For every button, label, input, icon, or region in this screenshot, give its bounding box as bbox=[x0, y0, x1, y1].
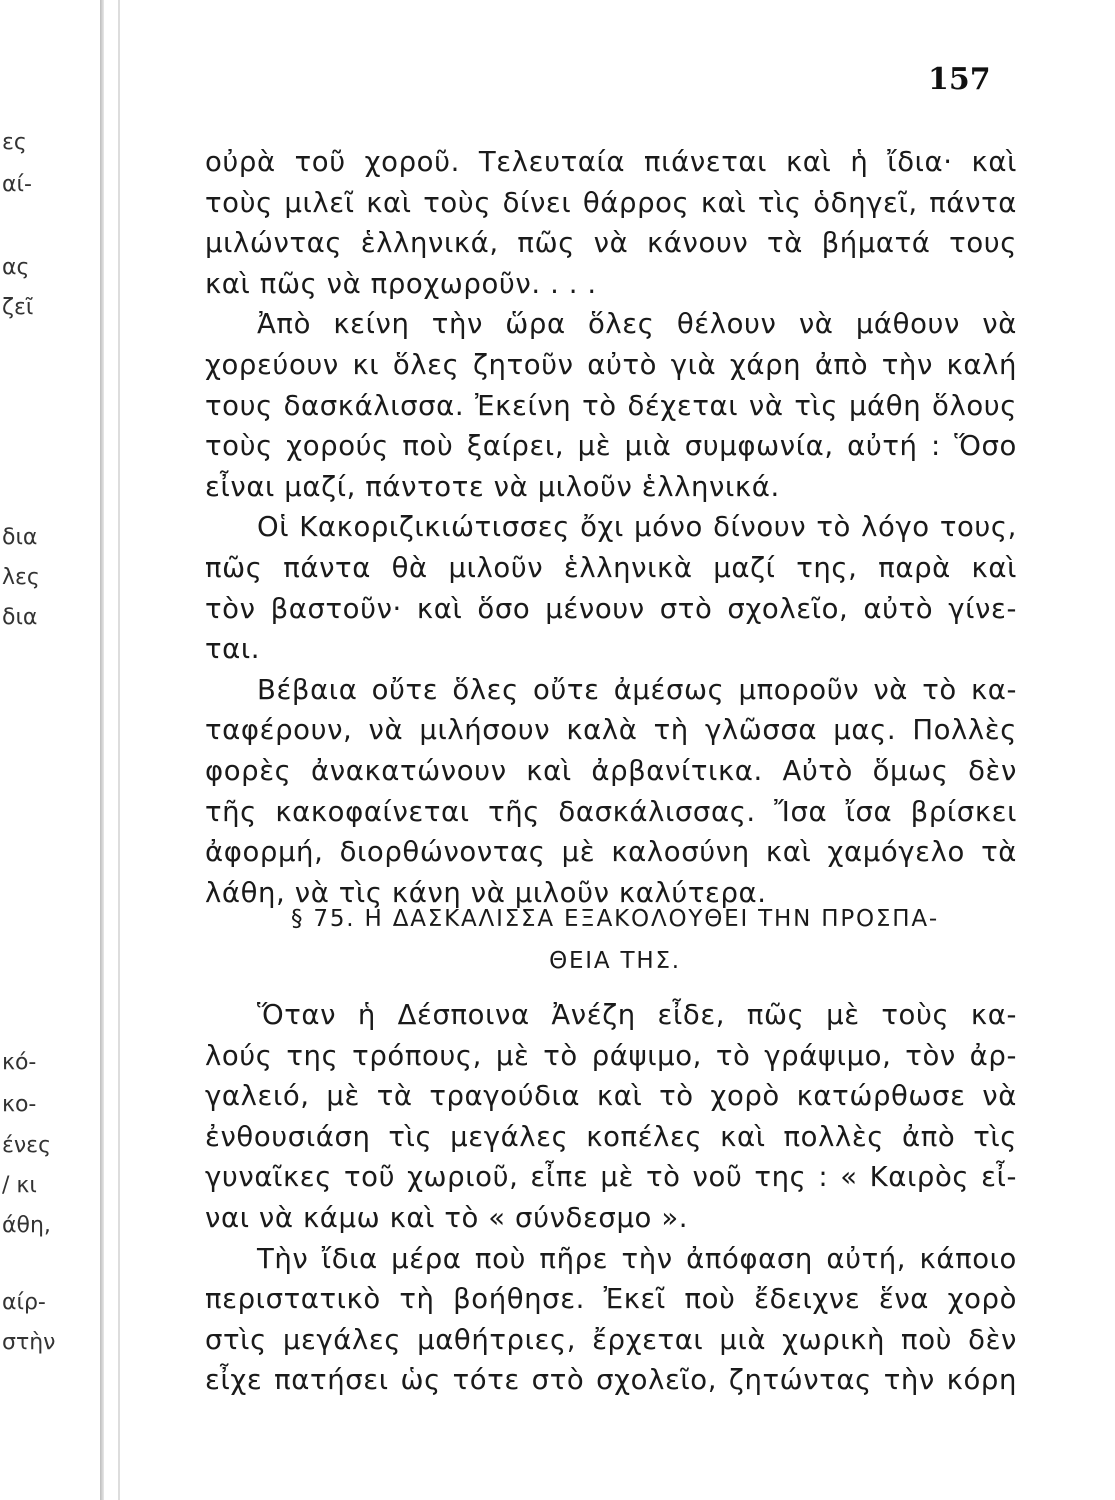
body-text-top bbox=[205, 142, 1017, 913]
paragraph bbox=[205, 142, 1017, 304]
text-line: τὸν βαστοῦν· καὶ ὅσο μένουν στὸ σχολεῖο, αὐτὸ γίνε- bbox=[205, 592, 1017, 625]
paragraph bbox=[205, 670, 1017, 914]
text-line: Βέβαια οὔτε ὅλες οὔτε ἀμέσως μποροῦν νὰ τὸ κα- bbox=[257, 673, 1017, 706]
text-line: εἶχε πατήσει ὡς τότε στὸ σχολεῖο, ζητώντας τὴν κόρη bbox=[205, 1364, 1017, 1397]
text-line: ται. bbox=[205, 633, 261, 666]
paragraph bbox=[205, 1239, 1017, 1401]
facing-page-fragment: ένες bbox=[2, 1133, 51, 1158]
facing-page-fragment: δια bbox=[2, 525, 38, 550]
facing-page-fragment: κο- bbox=[2, 1092, 37, 1117]
text-line: τοὺς μιλεῖ καὶ τοὺς δίνει θάρρος καὶ τὶς ὁδηγεῖ, πάντα bbox=[205, 186, 1017, 219]
text-line: περιστατικὸ τὴ βοήθησε. Ἐκεῖ ποὺ ἔδειχνε ἕνα χορὸ bbox=[205, 1283, 1017, 1316]
text-line: λούς της τρόπους, μὲ τὸ ράψιμο, τὸ γράψιμο, τὸν ἀρ- bbox=[205, 1039, 1017, 1072]
text-line: φορὲς ἀνακατώνουν καὶ ἀρβανίτικα. Αὐτὸ ὅμως δὲν bbox=[205, 754, 1017, 787]
text-line: γαλειό, μὲ τὰ τραγούδια καὶ τὸ χορὸ κατώρθωσε νὰ bbox=[205, 1080, 1017, 1113]
paragraph bbox=[205, 507, 1017, 669]
facing-page-fragment: ζεῖ bbox=[2, 295, 34, 320]
text-line: πῶς πάντα θὰ μιλοῦν ἑλληνικὰ μαζί της, παρὰ καὶ bbox=[205, 551, 1017, 584]
text-line: Τὴν ἴδια μέρα ποὺ πῆρε τὴν ἀπόφαση αὐτή, κάποιο bbox=[257, 1242, 1017, 1275]
facing-page-fragment: στὴν bbox=[2, 1330, 56, 1355]
text-line: ἐνθουσιάση τὶς μεγάλες κοπέλες καὶ πολλὲς ἀπὸ τὶς bbox=[205, 1120, 1017, 1153]
text-line: Ἀπὸ κείνη τὴν ὥρα ὅλες θέλουν νὰ μάθουν νὰ bbox=[257, 308, 1017, 341]
facing-page-fragment: αί- bbox=[2, 172, 32, 197]
text-line: ἀφορμή, διορθώνοντας μὲ καλοσύνη καὶ χαμόγελο τὰ bbox=[205, 836, 1017, 869]
body-text-bottom bbox=[205, 995, 1017, 1401]
page-number: 157 bbox=[928, 62, 991, 97]
text-line: χορεύουν κι ὅλες ζητοῦν αὐτὸ γιὰ χάρη ἀπὸ τὴν καλή bbox=[205, 348, 1017, 381]
section-heading-line: § 75. Η ΔΑΣΚΑΛΙΣΣΑ ΕΞΑΚΟΛΟΥΘΕΙ ΤΗΝ ΠΡΟΣΠΑ- bbox=[291, 906, 939, 932]
text-line: τους δασκάλισσα. Ἐκείνη τὸ δέχεται νὰ τὶς μάθη ὅλους bbox=[205, 389, 1017, 422]
text-line: τῆς κακοφαίνεται τῆς δασκάλισσας. Ἴσα ἴσα βρίσκει bbox=[205, 795, 1017, 828]
facing-page-fragment: / κι bbox=[2, 1173, 37, 1198]
facing-page-fragment: λες bbox=[2, 565, 40, 590]
facing-page-fragment: ας bbox=[2, 255, 30, 280]
text-line: Ὅταν ἡ Δέσποινα Ἀνέζη εἶδε, πῶς μὲ τοὺς κα- bbox=[257, 999, 1017, 1031]
facing-page-fragment: κό- bbox=[2, 1050, 37, 1075]
facing-page-fragment: αίρ- bbox=[2, 1290, 46, 1315]
text-line: ναι νὰ κάμω καὶ τὸ « σύνδεσμο ». bbox=[205, 1201, 689, 1234]
facing-page-strip bbox=[0, 0, 104, 1500]
section-heading bbox=[230, 898, 1000, 982]
text-line: γυναῖκες τοῦ χωριοῦ, εἶπε μὲ τὸ νοῦ της : « Καιρὸς εἶ- bbox=[205, 1161, 1017, 1194]
text-line: οὐρὰ τοῦ χοροῦ. Τελευταία πιάνεται καὶ ἡ ἴδια· καὶ bbox=[205, 146, 1017, 178]
facing-page-fragment: άθη, bbox=[2, 1213, 51, 1238]
paragraph bbox=[205, 995, 1017, 1239]
facing-page-fragment: ες bbox=[2, 130, 27, 155]
text-line: καὶ πῶς νὰ προχωροῦν. . . . bbox=[205, 267, 597, 300]
page-gutter-edge bbox=[118, 0, 120, 1500]
text-line: στὶς μεγάλες μαθήτριες, ἔρχεται μιὰ χωρικὴ ποὺ δὲν bbox=[205, 1323, 1017, 1356]
text-line: μιλώντας ἑλληνικά, πῶς νὰ κάνουν τὰ βήματά τους bbox=[205, 227, 1017, 260]
text-line: λάθη, νὰ τὶς κάνη νὰ μιλοῦν καλύτερα. bbox=[205, 876, 767, 909]
page-gutter bbox=[100, 0, 104, 1500]
text-line: ταφέρουν, νὰ μιλήσουν καλὰ τὴ γλῶσσα μας. Πολλὲς bbox=[205, 714, 1017, 747]
text-line: εἶναι μαζί, πάντοτε νὰ μιλοῦν ἑλληνικά. bbox=[205, 470, 780, 503]
section-heading-line: ΘΕΙΑ ΤΗΣ. bbox=[549, 948, 681, 974]
facing-page-fragment: δια bbox=[2, 605, 38, 630]
paragraph bbox=[205, 304, 1017, 507]
text-line: τοὺς χορούς ποὺ ξαίρει, μὲ μιὰ συμφωνία, αὐτή : Ὅσο bbox=[205, 430, 1017, 463]
text-line: Οἱ Κακοριζικιώτισσες ὄχι μόνο δίνουν τὸ λόγο τους, bbox=[257, 511, 1017, 544]
